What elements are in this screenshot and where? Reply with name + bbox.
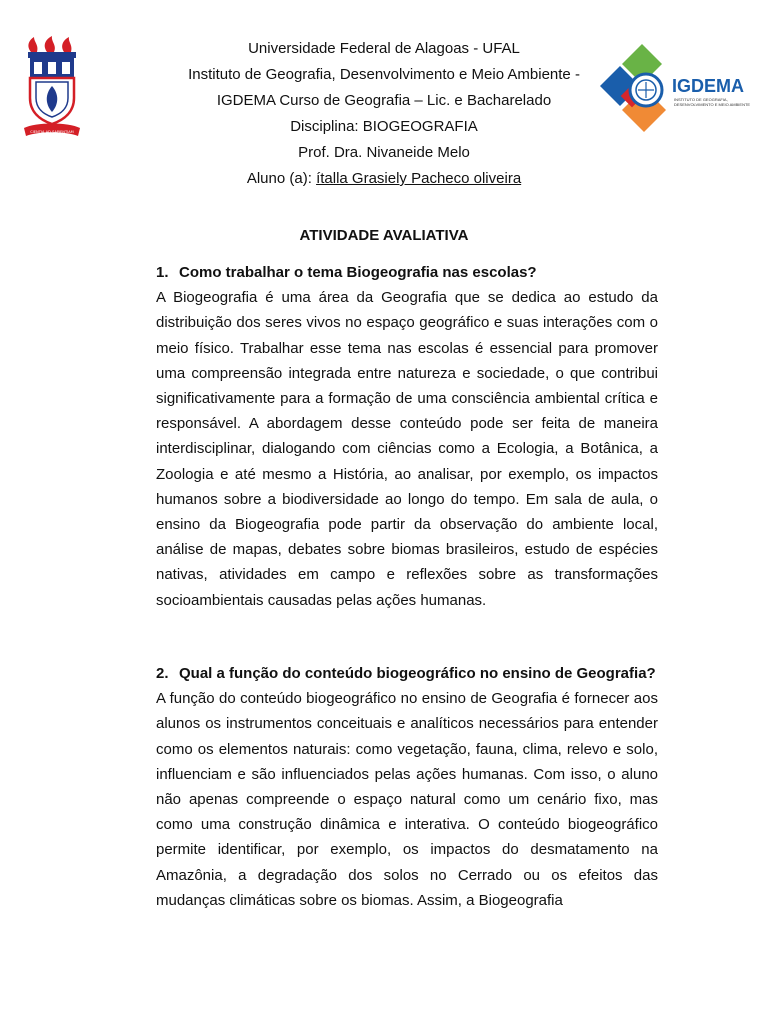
igdema-tagline-2: DESENVOLVIMENTO E MEIO AMBIENTE — [674, 102, 750, 107]
student-label: Aluno (a): — [246, 170, 312, 187]
igdema-wordmark: IGDEMA — [672, 76, 744, 96]
igdema-tagline-1: INSTITUTO DE GEOGRAFIA, — [674, 97, 728, 102]
university-name: Universidade Federal de Alagoas - UFAL — [248, 40, 520, 57]
question-heading — [156, 661, 658, 686]
crest-ribbon-text: CIENTIA AD SAPIENTIAM — [30, 130, 74, 134]
ufal-crest-logo — [22, 36, 82, 140]
torch-flames — [28, 36, 71, 52]
question-heading — [156, 260, 658, 285]
institute-name: Instituto de Geografia, Desenvolvimento e Meio Ambiente - — [188, 66, 580, 83]
student-line — [140, 166, 628, 192]
question-text: Como trabalhar o tema Biogeografia nas escolas? — [179, 264, 537, 281]
course-name: IGDEMA Curso de Geografia – Lic. e Bacharelado — [216, 92, 552, 109]
question-block-2 — [156, 661, 658, 913]
question-block-1 — [156, 260, 658, 613]
assignment-title: ATIVIDADE AVALIATIVA — [299, 227, 469, 244]
discipline: Disciplina: BIOGEOGRAFIA — [290, 118, 478, 135]
student-name: ítalla Grasiely Pacheco oliveira — [316, 170, 522, 187]
document-header — [140, 36, 628, 192]
answer-paragraph: A Biogeografia é uma área da Geografia que se dedica ao estudo da distribuição dos seres vivos no espaço geográfico e suas interações com o meio físico. Trabalhar esse tema nas escolas é essencial para promover uma compreensão integrada entre natureza e sociedade, o que contribui significativamente para a formação de uma consciência ambiental crítica e responsável. A abordagem desse conteúdo pode ser feita de maneira interdisciplinar, dialogando com ciências como a Ecologia, a Botânica, a Zoologia e até mesmo a História, ao analisar, por exemplo, os impactos humanos sobre a biodiversidade ao longo do tempo. Em sala de aula, o ensino da Biogeografia pode partir da observação do ambiente local, análise de mapas, debates sobre biomas brasileiros, estudo de espécies nativas, atividades em campo e reflexões sobre as transformações socioambientais causadas pelas ações humanas. — [156, 289, 658, 609]
professor-name: Prof. Dra. Nivaneide Melo — [298, 144, 470, 161]
question-number: 1. — [156, 264, 169, 281]
question-number: 2. — [156, 665, 169, 682]
question-text: Qual a função do conteúdo biogeográfico no ensino de Geografia? — [179, 665, 656, 682]
answer-paragraph: A função do conteúdo biogeográfico no ensino de Geografia é fornecer aos alunos os instrumentos conceituais e analíticos necessários para entender como os elementos naturais: como vegetação, fauna, clima, relevo e solo, influenciam e são influenciados pelas ações humanas. Com isso, o aluno não apenas compreende o espaço natural como um cenário fixo, mas como uma construção dinâmica e interativa. O conteúdo biogeográfico permite identificar, por exemplo, os impactos do desmatamento na Amazônia, a degradação dos solos no Cerrado ou os efeitos das mudanças climáticas sobre os biomas. Assim, a Biogeografia — [156, 690, 658, 909]
